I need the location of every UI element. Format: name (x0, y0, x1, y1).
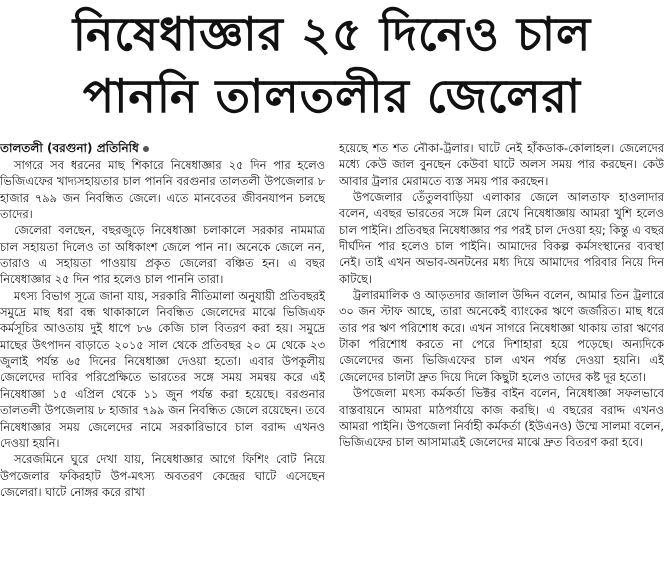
paragraph: সরেজমিনে ঘুরে দেখা যায়, নিষেধাজ্ঞার আগে ফিশিং বোট নিয়ে উপজেলার ফকিরহাট উপ-মৎস্য অবতরণ কেন্দ্রের ঘাটে এসেছেন জেলেরা। ঘাটে নোঙ্গর করে রাখা (0, 452, 325, 499)
headline-line-1: নিষেধাজ্ঞার ২৫ দিনেও চাল (72, 7, 592, 61)
paragraph: উপজেলার তেঁতুলবাড়িয়া এলাকার জেলে আলতাফ হাওলাদার বলেন, এবছর ভারতের সঙ্গে মিল রেখে নিষেধাজ্ঞায় আমরা খুশি হলেও চাল পাইনি। প্রতিবছর নিষেধাজ্ঞার পর পরই চাল দেওয়া হয়; কিন্তু এ বছর দীর্ঘদিন পার হলেও চাল পাইনি। আমাদের বিকল্প কর্মসংস্থানের ব্যবস্থা নেই। তাই এখন অভাব-অনটনের মধ্য দিয়ে আমাদের পরিবার নিয়ে দিন কাটছে। (339, 190, 664, 286)
byline (0, 140, 325, 156)
byline-text: তালতলী (বরগুনা) প্রতিনিধি (0, 141, 139, 155)
paragraph: সাগরে সব ধরনের মাছ শিকারে নিষেধাজ্ঞার ২৫ দিন পার হলেও ভিজিএফের খাদ্যসহায়তার চাল পাননি বরগুনার তালতলী উপজেলার ৮ হাজার ৭৯৯ জন নিবন্ধিত জেলে। এতে মানবেতর জীবনযাপন চলছে তাদের। (0, 158, 325, 222)
article-body (0, 140, 664, 564)
paragraph: হয়েছে শত শত নৌকা-ট্রলার। ঘাটে নেই হাঁকডাক-কোলাহল। জেলেদের মধ্যে কেউ জাল বুনছেন কেউবা ঘাটে অলস সময় পার করছেন। কেউ আবার ট্রলার মেরামতে ব্যস্ত সময় পার করছেন। (339, 141, 664, 188)
article-column-left (0, 140, 325, 564)
bullet-dot-icon (143, 146, 149, 152)
paragraph: ট্রলারমালিক ও আড়তদার জালাল উদ্দিন বলেন, আমার তিন ট্রলারে ৩০ জন স্টাফ আছে, তারা অনেকেই ব্যাংকের ঋণে জর্জরিত। মাছ ধরে তার পর ঋণ পরিশোধ করে। এখন সাগরে নিষেধাজ্ঞা থাকায় তারা ঋণের টাকা পরিশোধ করতে না পেরে দিশাহারা হয়ে পড়েছে। অন্যদিকে জেলেদের জন্য ভিজিএফের চাল এখন পর্যন্ত দেওয়া হয়নি। এই জেলেদের চালটা দ্রুত দিয়ে দিলে কিছুটা হলেও তাদের কষ্ট দূর হতো। (339, 288, 664, 384)
article-column-right (339, 140, 664, 564)
paragraph: উপজেলা মৎস্য কর্মকর্তা ভিক্টর বাইন বলেন, নিষেধাজ্ঞা সফলভাবে বাস্তবায়নে আমরা মাঠপর্যায়ে কাজ করছি। এ বছরের বরাদ্দ এখনও আমরা পাইনি। উপজেলা নির্বাহী কর্মকর্তা (ইউএনও) উম্মে সালমা বলেন, ভিজিএফের চাল আসামাত্রই জেলেদের মাঝে দ্রুত বিতরণ করা হবে। (339, 386, 664, 450)
paragraph: মৎস্য বিভাগ সূত্রে জানা যায়, সরকারি নীতিমালা অনুযায়ী প্রতিবছরই সমুদ্রে মাছ ধরা বন্ধ থাকাকালে নিবন্ধিত জেলেদের মাঝে ভিজিএফ কর্মসূচির আওতায় দুই ধাপে ৮৬ কেজি চাল বিতরণ করা হয়। সমুদ্রে মাছের উৎপাদন বাড়াতে ২০১৫ সাল থেকে প্রতিবছর ২০ মে থেকে ২৩ জুলাই পর্যন্ত ৬৫ দিনের নিষেধাজ্ঞা দেওয়া হতো। এবার উপকূলীয় জেলেদের দাবির পরিপ্রেক্ষিতে ভারতের সঙ্গে সময় সমন্বয় করে এই নিষেধাজ্ঞা ১৫ এপ্রিল থেকে ১১ জুন পর্যন্ত করা হয়েছে। বরগুনার তালতলী উপজেলায় ৮ হাজার ৭৯৯ জন নিবন্ধিত জেলে রয়েছেন। তবে নিষেধাজ্ঞার সময় জেলেদের নামে সরকারিভাবে চাল বরাদ্দ এখনও দেওয়া হয়নি। (0, 288, 325, 450)
paragraph: জেলেরা বলছেন, বছরজুড়ে নিষেধাজ্ঞা চলাকালে সরকার নামমাত্র চাল সহায়তা দিলেও তা অধিকাংশ জেলে পান না। অনেকে জেলে নন, তারাও এ সহায়তা পাওয়ায় প্রকৃত জেলেরা বঞ্চিত হন। এ বছর নিষেধাজ্ঞার ২৫ দিন পার হলেও চাল পাননি তারা। (0, 223, 325, 287)
headline-line-2: পাননি তালতলীর জেলেরা (82, 69, 582, 123)
